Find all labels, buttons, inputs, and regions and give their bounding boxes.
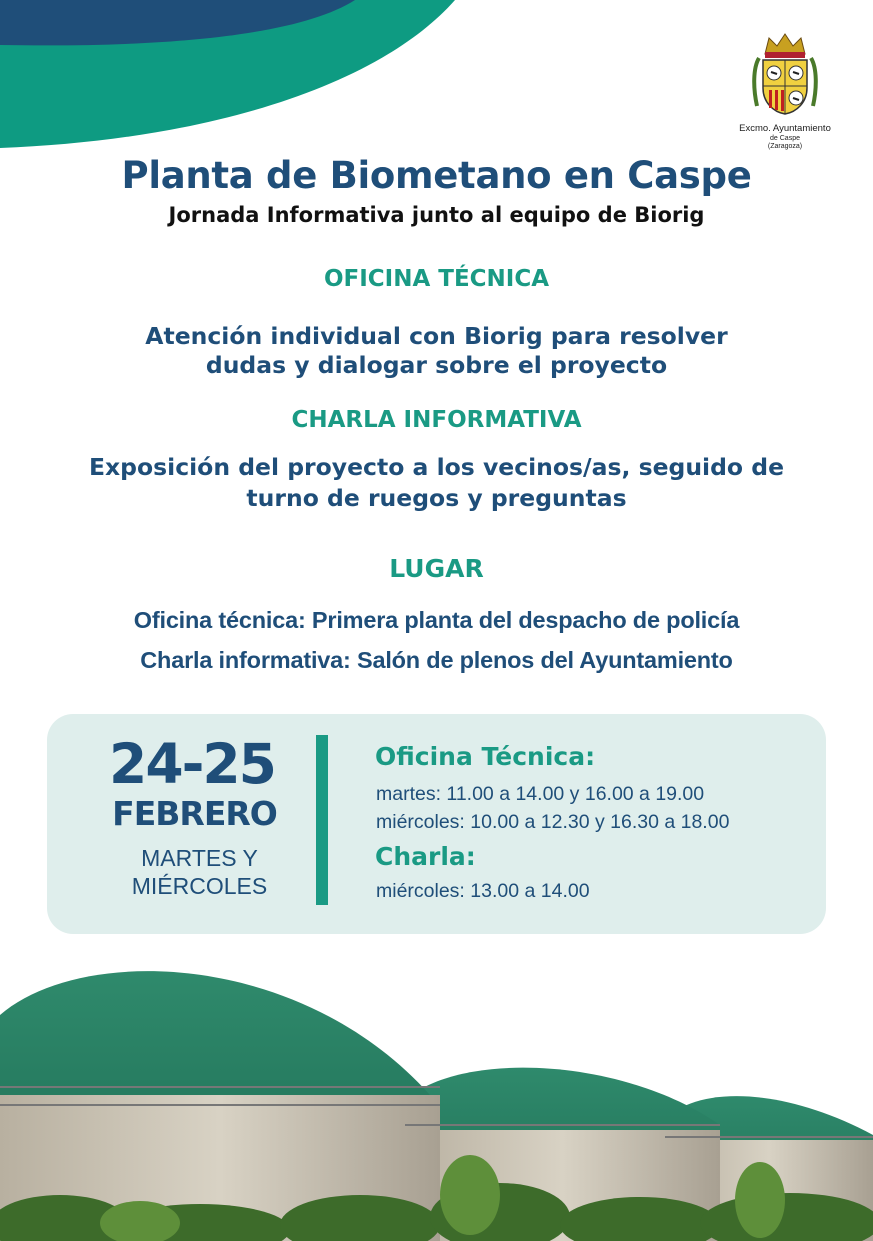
municipal-seal (735, 28, 835, 151)
seal-caption-line1: Excmo. Ayuntamiento (739, 123, 831, 134)
coat-of-arms-icon (749, 28, 821, 120)
lugar-line2: Charla informativa: Salón de plenos del Ayuntamiento (140, 647, 733, 673)
schedule-oficina-line1: martes: 11.00 a 14.00 y 16.00 a 19.00 (376, 783, 705, 805)
lugar-heading: LUGAR (389, 554, 484, 583)
event-days (107, 844, 292, 900)
charla-line1: Exposición del proyecto a los vecinos/as, seguido de (88, 453, 785, 481)
event-month: FEBRERO (112, 794, 277, 833)
biogas-plant-photo (0, 955, 873, 1241)
event-days-line2: MIÉRCOLES (131, 873, 268, 899)
schedule-oficina-line2: miércoles: 10.00 a 12.30 y 16.30 a 18.00 (376, 811, 730, 833)
charla-description (0, 452, 873, 514)
page-subtitle: Jornada Informativa junto al equipo de Biorig (168, 203, 705, 227)
card-divider (316, 735, 328, 905)
event-days-line1: MARTES Y (141, 845, 258, 871)
schedule-card (47, 714, 826, 934)
charla-line2: turno de ruegos y preguntas (246, 484, 627, 512)
charla-heading: CHARLA INFORMATIVA (291, 407, 582, 433)
schedule-charla-heading: Charla: (375, 842, 476, 871)
header-wave-decoration (0, 0, 470, 150)
lugar-line1: Oficina técnica: Primera planta del despacho de policía (133, 607, 740, 633)
oficina-line2: dudas y dialogar sobre el proyecto (205, 351, 668, 379)
oficina-line1: Atención individual con Biorig para resolver (145, 322, 728, 350)
seal-caption-line2: de Caspe (770, 134, 800, 142)
oficina-heading: OFICINA TÉCNICA (323, 266, 550, 292)
schedule-charla-line1: miércoles: 13.00 a 14.00 (376, 880, 590, 902)
event-date: 24-25 (109, 732, 275, 796)
schedule-oficina-heading: Oficina Técnica: (375, 742, 596, 771)
oficina-description (0, 322, 873, 380)
seal-caption-line3: (Zaragoza) (767, 142, 803, 150)
page-title: Planta de Biometano en Caspe (121, 154, 752, 197)
